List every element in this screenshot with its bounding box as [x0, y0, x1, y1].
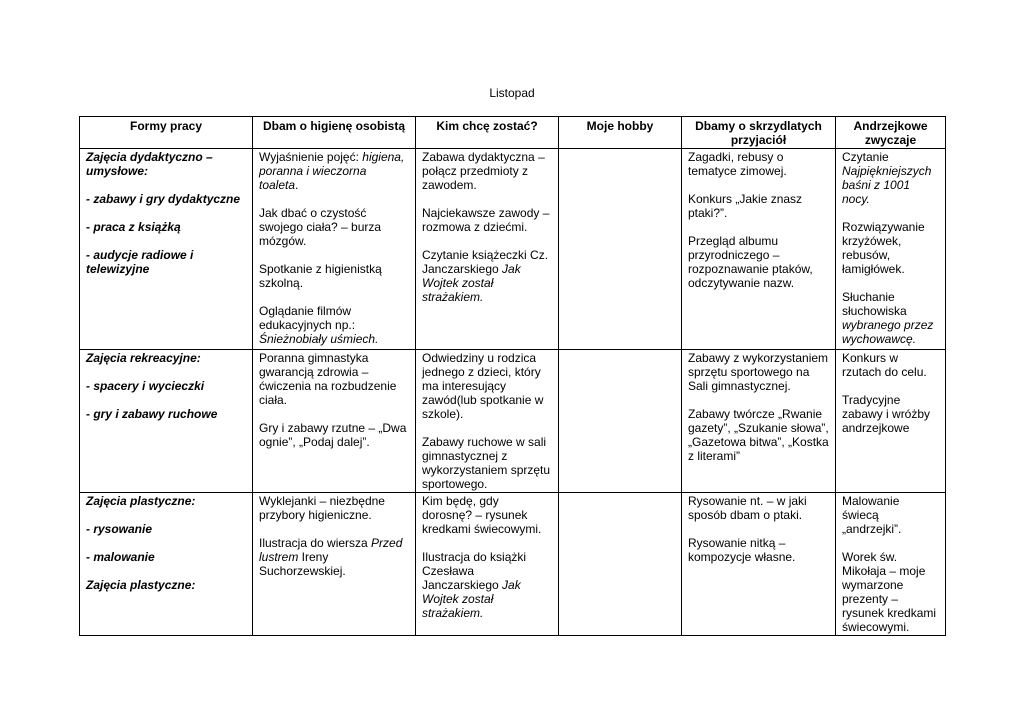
activity-text: Rysowanie nitką – kompozycje własne. — [688, 536, 796, 564]
activity-text: Rysowanie nt. – w jaki sposób dbam o ptaki. — [688, 494, 807, 522]
cell-forms — [80, 149, 253, 350]
activity-text: Poranna gimnastyka gwarancją zdrowia – ćwiczenia na rozbudzenie ciała. — [259, 351, 397, 407]
table-header-row — [80, 117, 946, 149]
form-heading: Zajęcia dydaktyczno – umysłowe: — [86, 150, 213, 178]
activity-text: Tradycyjne zabawy i wróżby andrzejkowe — [842, 393, 931, 435]
activity-text: Kim będę, gdy dorosnę? – rysunek kredkami świecowymi. — [422, 494, 542, 536]
activity-text: Ilustracja do książki Czesława Janczarskiego Jak Wojtek został strażakiem. — [422, 550, 527, 620]
activity-text: Wyjaśnienie pojęć: higiena, poranna i wieczorna toaleta. — [259, 150, 405, 192]
cell-forms — [80, 493, 253, 636]
activity-text: Czytanie książeczki Cz. Janczarskiego Jak Wojtek został strażakiem. — [422, 248, 549, 304]
table-row — [80, 350, 946, 493]
form-item: - praca z książką — [86, 220, 181, 234]
form-item: - malowanie — [86, 550, 155, 564]
form-item: - zabawy i gry dydaktyczne — [86, 192, 241, 206]
activity-text: Odwiedziny u rodzica jednego z dzieci, który ma interesujący zawód(lub spotkanie w szkole). — [422, 351, 544, 421]
activity-text: Konkurs „Jakie znasz ptaki?”. — [688, 192, 803, 220]
cell-career — [416, 149, 559, 350]
cell-birds — [682, 493, 836, 636]
form-heading: Zajęcia rekreacyjne: — [86, 351, 201, 365]
header-higiena: Dbam o higienę osobistą — [253, 117, 416, 149]
cell-hobby — [559, 350, 682, 493]
activity-text: Słuchanie słuchowiska wybranego przez wychowawcę. — [842, 290, 934, 346]
activity-text: Jak dbać o czystość swojego ciała? – burza mózgów. — [259, 206, 382, 248]
activity-text: Konkurs w rzutach do celu. — [842, 351, 927, 379]
activity-text: Zabawy z wykorzystaniem sprzętu sportowego na Sali gimnastycznej. — [688, 351, 829, 393]
activity-text: Ilustracja do wiersza Przed lustrem Ireny Suchorzewskiej. — [259, 536, 403, 578]
cell-hobby — [559, 149, 682, 350]
cell-birds — [682, 149, 836, 350]
header-skrzydlaci-przyjaciele: Dbamy o skrzydlatych przyjaciół — [682, 117, 836, 149]
table-row — [80, 493, 946, 636]
cell-andrzejki — [836, 350, 946, 493]
activity-text: Worek św. Mikołaja – moje wymarzone prezenty – rysunek kredkami świecowymi. — [842, 550, 937, 634]
activity-text: Oglądanie filmów edukacyjnych np.: Śnieżnobiały uśmiech. — [259, 304, 379, 346]
activity-text: Zabawy ruchowe w sali gimnastycznej z wykorzystaniem sprzętu sportowego. — [422, 435, 551, 491]
activity-text: Przegląd albumu przyrodniczego – rozpoznawanie ptaków, odczytywanie nazw. — [688, 234, 813, 290]
form-item: - gry i zabawy ruchowe — [86, 407, 218, 421]
cell-forms — [80, 350, 253, 493]
cell-hygiene — [253, 493, 416, 636]
activity-text: Rozwiązywanie krzyżówek, rebusów, łamigłówek. — [842, 220, 925, 276]
activity-text: Najciekawsze zawody – rozmowa z dziećmi. — [422, 206, 550, 234]
activity-text: Wyklejanki – niezbędne przybory higieniczne. — [259, 494, 385, 522]
header-kim-chce-zostac: Kim chcę zostać? — [416, 117, 559, 149]
cell-hygiene — [253, 149, 416, 350]
form-item: - audycje radiowe i telewizyjne — [86, 248, 194, 276]
form-item: - rysowanie — [86, 522, 153, 536]
cell-hobby — [559, 493, 682, 636]
activity-text: Czytanie Najpiękniejszych baśni z 1001 nocy. — [842, 150, 932, 206]
header-andrzejkowe-zwyczaje: Andrzejkowe zwyczaje — [836, 117, 946, 149]
cell-career — [416, 493, 559, 636]
activity-text: Zabawy twórcze „Rwanie gazety”, „Szukanie słowa”, „Gazetowa bitwa”, „Kostka z literami” — [688, 407, 829, 463]
form-item: - spacery i wycieczki — [86, 379, 205, 393]
activity-text: Spotkanie z higienistką szkolną. — [259, 262, 382, 290]
table-row — [80, 149, 946, 350]
header-moje-hobby: Moje hobby — [559, 117, 682, 149]
cell-andrzejki — [836, 493, 946, 636]
cell-andrzejki — [836, 149, 946, 350]
activity-plan-table — [79, 116, 946, 636]
cell-birds — [682, 350, 836, 493]
activity-text: Zabawa dydaktyczna – połącz przedmioty z zawodem. — [422, 150, 545, 192]
page-title: Listopad — [489, 86, 535, 100]
header-formy-pracy: Formy pracy — [80, 117, 253, 149]
form-heading: Zajęcia plastyczne: — [86, 494, 196, 508]
activity-text: Malowanie świecą „andrzejki”. — [842, 494, 902, 536]
activity-text: Gry i zabawy rzutne – „Dwa ognie”, „Podaj dalej”. — [259, 421, 407, 449]
form-heading: Zajęcia plastyczne: — [86, 578, 196, 592]
cell-hygiene — [253, 350, 416, 493]
activity-text: Zagadki, rebusy o tematyce zimowej. — [688, 150, 787, 178]
cell-career — [416, 350, 559, 493]
